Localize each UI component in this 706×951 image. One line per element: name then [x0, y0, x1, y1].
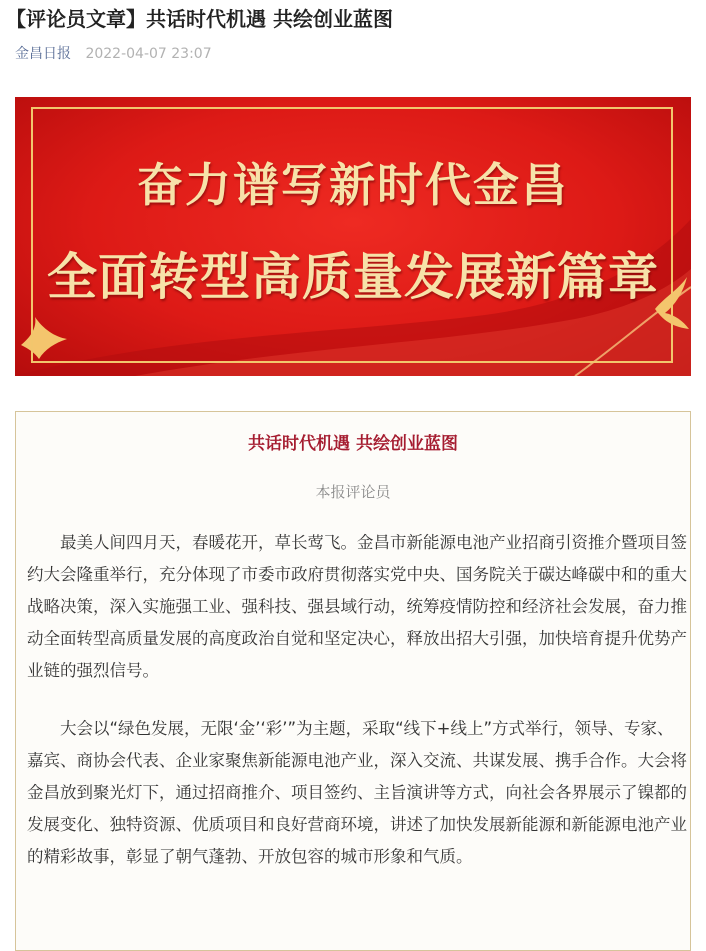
article-subtitle: 共话时代机遇 共绘创业蓝图: [248, 434, 458, 454]
paragraph: 大会以“绿色发展，无限‘金’‘彩’”为主题，采取“线下+线上”方式举行，领导、专家、嘉宾、商协会代表、企业家聚焦新能源电池产业，深入交流、共谋发展、携手合作。大会将金昌放到聚光灯下，通过招商推介、项目签约、主旨演讲等方式，向社会各界展示了镍都的发展变化、独特资源、优质项目和良好营商环境，讲述了加快发展新能源和新能源电池产业的精彩故事，彰显了朝气蓬勃、开放包容的城市形象和气质。: [27, 719, 687, 866]
banner-headline-2: 全面转型高质量发展新篇章: [47, 247, 659, 306]
banner-image: [15, 97, 691, 376]
paragraph: 最美人间四月天，春暖花开，草长莺飞。金昌市新能源电池产业招商引资推介暨项目签约大会隆重举行，充分体现了市委市政府贯彻落实党中央、国务院关于碳达峰碳中和的重大战略决策，深入实施强工业、强科技、强县域行动，统筹疫情防控和经济社会发展，奋力推动全面转型高质量发展的高度政治自觉和坚定决心，释放出招大引强，加快培育提升优势产业链的强烈信号。: [27, 533, 687, 680]
article-meta: [15, 44, 212, 64]
article-body: [15, 411, 691, 951]
banner-headline-1: 奋力谱写新时代金昌: [137, 158, 569, 212]
publish-time: 2022-04-07 23:07: [85, 46, 212, 62]
byline: 本报评论员: [315, 483, 391, 501]
source-link[interactable]: 金昌日报: [15, 46, 71, 62]
article-title: 【评论员文章】共话时代机遇 共绘创业蓝图: [6, 7, 393, 31]
banner-frame: [31, 107, 673, 363]
